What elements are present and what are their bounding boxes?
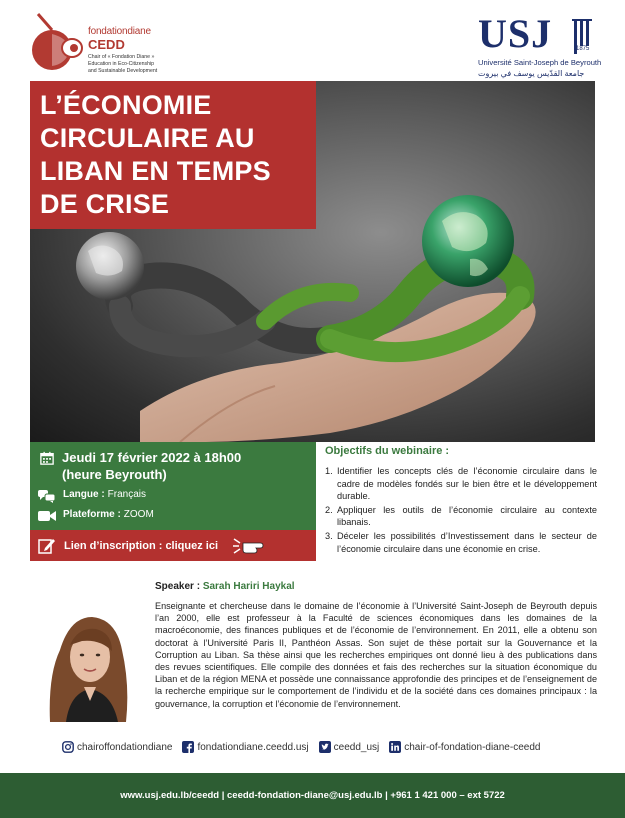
platform-label: Plateforme :	[63, 509, 121, 520]
brand-sub-line2: Education in Eco-Citizenship	[88, 61, 155, 67]
facebook-icon	[182, 741, 194, 753]
brand-line1: fondationdiane	[88, 26, 151, 37]
usj-logo	[478, 11, 608, 84]
objectives-title: Objectifs du webinaire :	[325, 445, 450, 457]
language-label: Langue :	[63, 489, 105, 500]
twitter-icon	[319, 741, 331, 753]
objective-item	[325, 530, 597, 555]
signup-link[interactable]	[30, 530, 316, 561]
speaker-portrait	[30, 605, 142, 722]
social-instagram[interactable]	[62, 741, 172, 753]
speaker-heading	[155, 581, 295, 592]
objective-text: Appliquer les outils de l’économie circulaire au contexte libanais.	[337, 504, 597, 528]
chat-bubbles-icon	[38, 489, 56, 503]
objective-number: 1.	[325, 466, 333, 476]
usj-year: 1875	[576, 46, 590, 52]
speaker-label: Speaker :	[155, 581, 201, 592]
event-info-box	[30, 442, 316, 530]
brand-line2: CEDD	[88, 37, 125, 52]
footer-bar	[0, 773, 625, 818]
instagram-icon	[62, 741, 74, 753]
objective-text: Déceler les possibilités d’Investissement dans le secteur de l’économie circulaire dans une économie en crise.	[337, 530, 597, 554]
speaker-photo	[30, 605, 142, 722]
title-line1: L’ÉCONOMIE	[40, 90, 212, 120]
social-linkedin[interactable]	[389, 741, 540, 753]
signup-label[interactable]: Lien d’inscription : cliquez ici	[64, 539, 219, 552]
language-value: Français	[107, 489, 147, 500]
instagram-handle[interactable]: chairoffondationdiane	[77, 741, 173, 753]
social-twitter[interactable]	[319, 741, 380, 753]
usj-name-arabic: جامعة القدّيس يوسف في بيروت	[478, 69, 585, 78]
objective-item	[325, 504, 597, 529]
footer-contact[interactable]: www.usj.edu.lb/ceedd | ceedd-fondation-diane@usj.edu.lb | +961 1 421 000 – ext 5722	[120, 790, 505, 801]
linkedin-icon	[389, 741, 401, 753]
objective-text: Identifier les concepts clés de l’économie circulaire dans le cadre de modèles fondés sur le bien être et le développement durable.	[337, 466, 597, 502]
linkedin-handle[interactable]: chair-of-fondation-diane-ceedd	[404, 741, 541, 753]
speaker-bio: Enseignante et chercheuse dans le domaine de l’économie à l’Université Saint-Joseph de Beyrouth depuis l’an 2000, elle est professeur à la Faculté de sciences économiques dans les domaines de la macroéconomie, des finances publiques et de l’économie de l’environnement. En 2011, elle a obtenu son doctorat à l’Université Paris II, Panthéon Assas. Son sujet de thèse portait sur la Gouvernance et la Corruption au Liban. Sa thèse ainsi que les recherches empiriques ont donné lieu à des publications dans des revues scientifiques. Elle compile des données et fais des recherches sur la situation économique du Liban et de la région MENA et possède une connaissance approfondie des principes et de l’enseignement de la recherche empirique sur le comportement de l’individu et de la société dans ces domaines principaux : la gouvernance, la corruption et l’économie de l’environnement.	[155, 601, 597, 709]
date-line2: (heure Beyrouth)	[62, 467, 167, 482]
speaker-name: Sarah Hariri Haykal	[202, 581, 295, 592]
social-links	[62, 741, 582, 753]
objective-number: 3.	[325, 530, 333, 541]
diane-logo-icon	[30, 12, 86, 74]
title-box	[30, 81, 316, 229]
objective-number: 2.	[325, 504, 333, 515]
calendar-icon	[38, 451, 56, 465]
title-line2: CIRCULAIRE AU	[40, 123, 255, 153]
social-facebook[interactable]	[182, 741, 308, 753]
video-camera-icon	[38, 509, 56, 523]
twitter-handle[interactable]: ceedd_usj	[333, 741, 380, 753]
platform-value: ZOOM	[123, 509, 154, 520]
event-date	[38, 449, 241, 483]
objective-item	[325, 465, 597, 503]
pointing-hand-icon[interactable]	[232, 535, 266, 557]
brand-subtitle	[88, 54, 218, 75]
fondation-diane-logo	[30, 12, 230, 78]
title-line4: DE CRISE	[40, 189, 170, 219]
objectives-list	[325, 465, 597, 556]
event-language	[38, 489, 146, 503]
title-line3: LIBAN EN TEMPS	[40, 156, 271, 186]
page-title	[40, 89, 306, 221]
usj-mark: USJ	[478, 11, 553, 56]
usj-name: Université Saint-Joseph de Beyrouth	[478, 58, 602, 67]
event-platform	[38, 509, 154, 523]
brand-sub-line1: Chair of « Fondation Diane »	[88, 54, 155, 60]
pencil-edit-icon	[38, 537, 56, 555]
facebook-handle[interactable]: fondationdiane.ceedd.usj	[197, 741, 309, 753]
date-line1: Jeudi 17 février 2022 à 18h00	[62, 450, 242, 465]
brand-sub-line3: and Sustainable Development	[88, 68, 158, 74]
